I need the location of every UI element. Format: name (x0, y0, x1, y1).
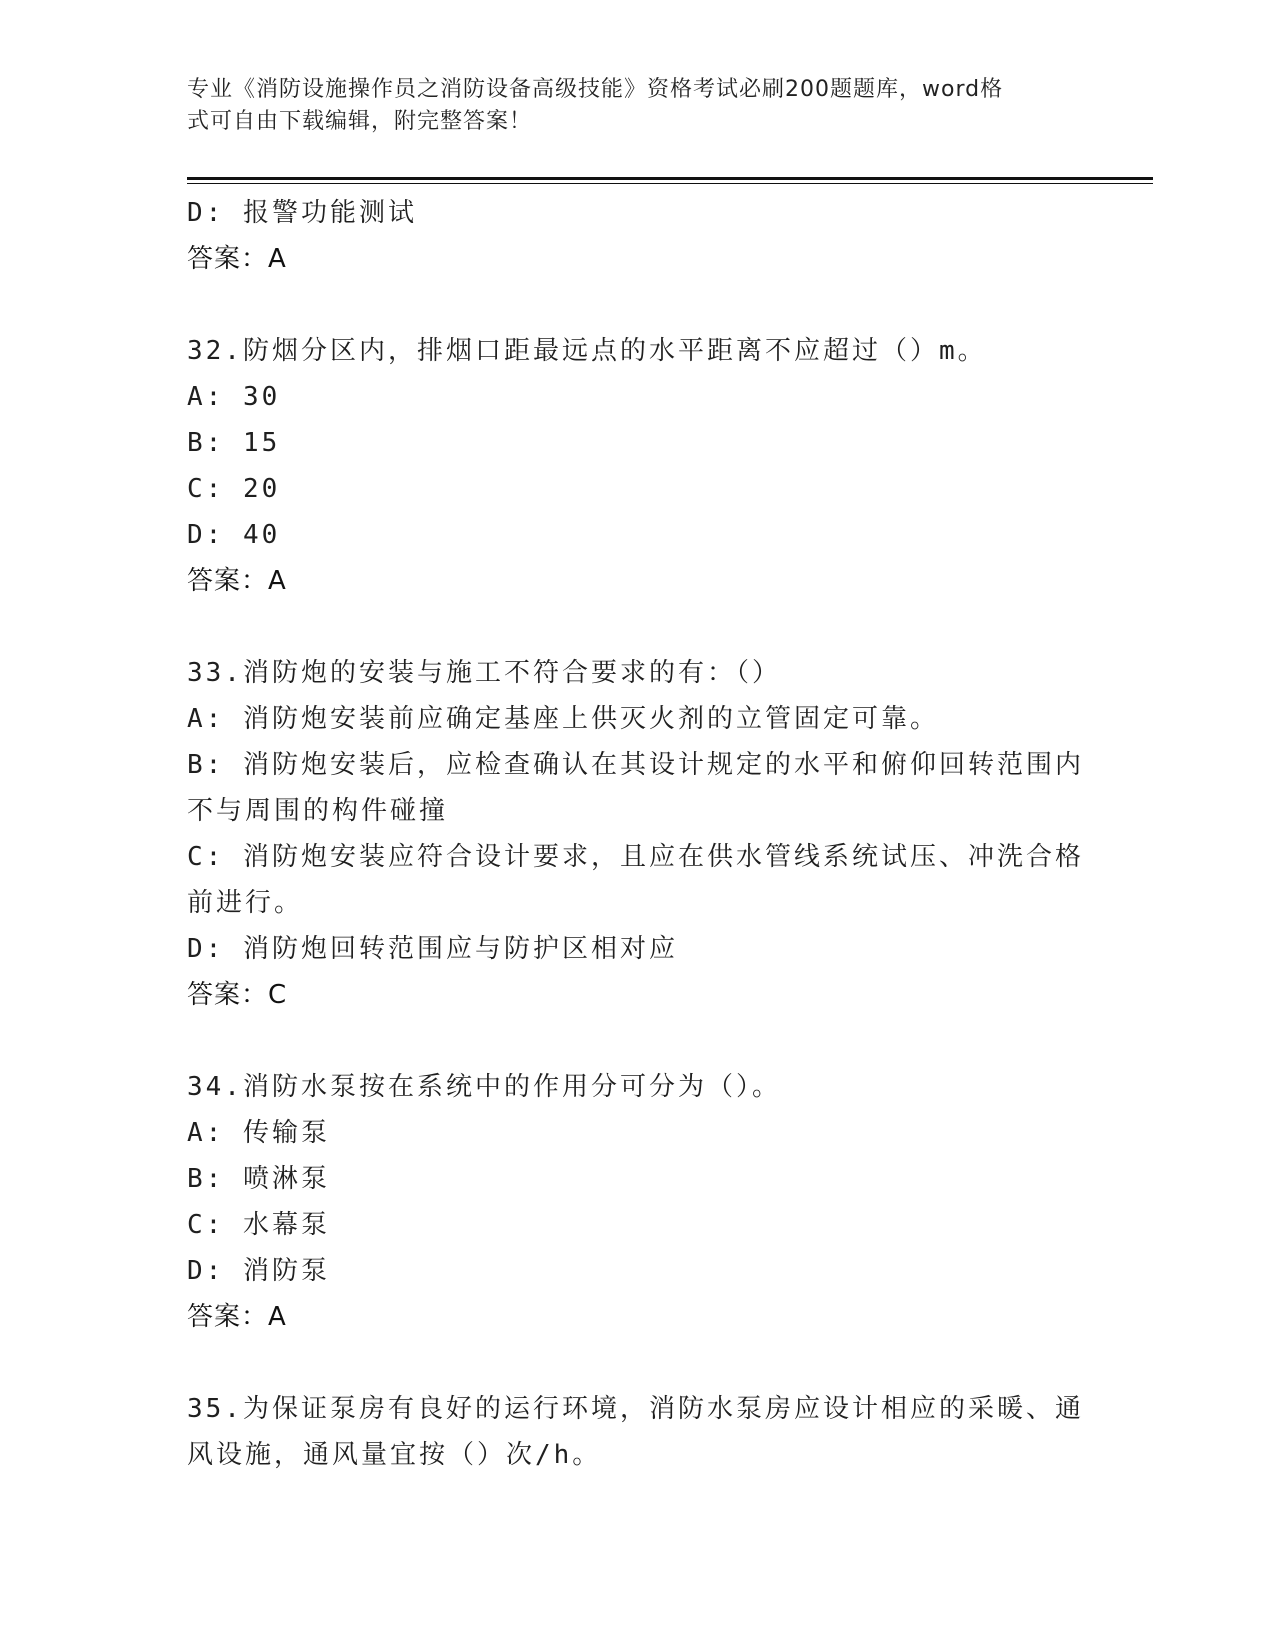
question-32-stem: 32.防烟分区内，排烟口距最远点的水平距离不应超过（）m。 (187, 336, 987, 366)
question-32-option-c: C: 20 (187, 474, 281, 504)
question-33-stem: 33.消防炮的安装与施工不符合要求的有：（） (187, 658, 781, 688)
question-33-option-c-line-2: 前进行。 (187, 888, 304, 918)
header-rule-thin (187, 183, 1153, 184)
question-35 (187, 1386, 1087, 1478)
question-32-option-b: B: 15 (187, 428, 281, 458)
question-34-option-a: A: 传输泵 (187, 1118, 330, 1148)
spacer (187, 282, 1087, 328)
question-32-option-a: A: 30 (187, 382, 281, 412)
question-35-stem-line-1: 35.为保证泵房有良好的运行环境，消防水泵房应设计相应的采暖、通 (187, 1394, 1084, 1424)
question-33-option-d: D: 消防炮回转范围应与防护区相对应 (187, 934, 678, 964)
question-35-stem-line-2: 风设施，通风量宜按（）次/h。 (187, 1440, 602, 1470)
question-34-option-b: B: 喷淋泵 (187, 1164, 330, 1194)
question-34-stem: 34.消防水泵按在系统中的作用分可分为（）。 (187, 1072, 781, 1102)
document-header (187, 74, 1087, 138)
question-32 (187, 328, 1087, 604)
question-33-option-b-line-2: 不与周围的构件碰撞 (187, 796, 449, 826)
question-33-option-b-line-1: B: 消防炮安装后，应检查确认在其设计规定的水平和俯仰回转范围内 (187, 750, 1084, 780)
question-32-answer: 答案：A (187, 566, 287, 596)
question-33-option-c-line-1: C: 消防炮安装应符合设计要求，且应在供水管线系统试压、冲洗合格 (187, 842, 1084, 872)
question-33-answer: 答案：C (187, 980, 288, 1010)
question-34 (187, 1064, 1087, 1340)
spacer (187, 1340, 1087, 1386)
spacer (187, 604, 1087, 650)
header-line-2: 式可自由下载编辑，附完整答案！ (187, 109, 533, 134)
question-content (187, 190, 1087, 1478)
question-33 (187, 650, 1087, 1018)
prev-answer: 答案：A (187, 244, 287, 274)
question-34-option-c: C: 水幕泵 (187, 1210, 330, 1240)
prev-option-d: D: 报警功能测试 (187, 198, 417, 228)
question-33-option-a: A: 消防炮安装前应确定基座上供灭火剂的立管固定可靠。 (187, 704, 939, 734)
question-32-option-d: D: 40 (187, 520, 281, 550)
question-34-option-d: D: 消防泵 (187, 1256, 330, 1286)
header-rule-thick (187, 177, 1153, 180)
header-line-1: 专业《消防设施操作员之消防设备高级技能》资格考试必刷200题题库，word格 (187, 77, 1004, 102)
question-34-answer: 答案：A (187, 1302, 287, 1332)
spacer (187, 1018, 1087, 1064)
